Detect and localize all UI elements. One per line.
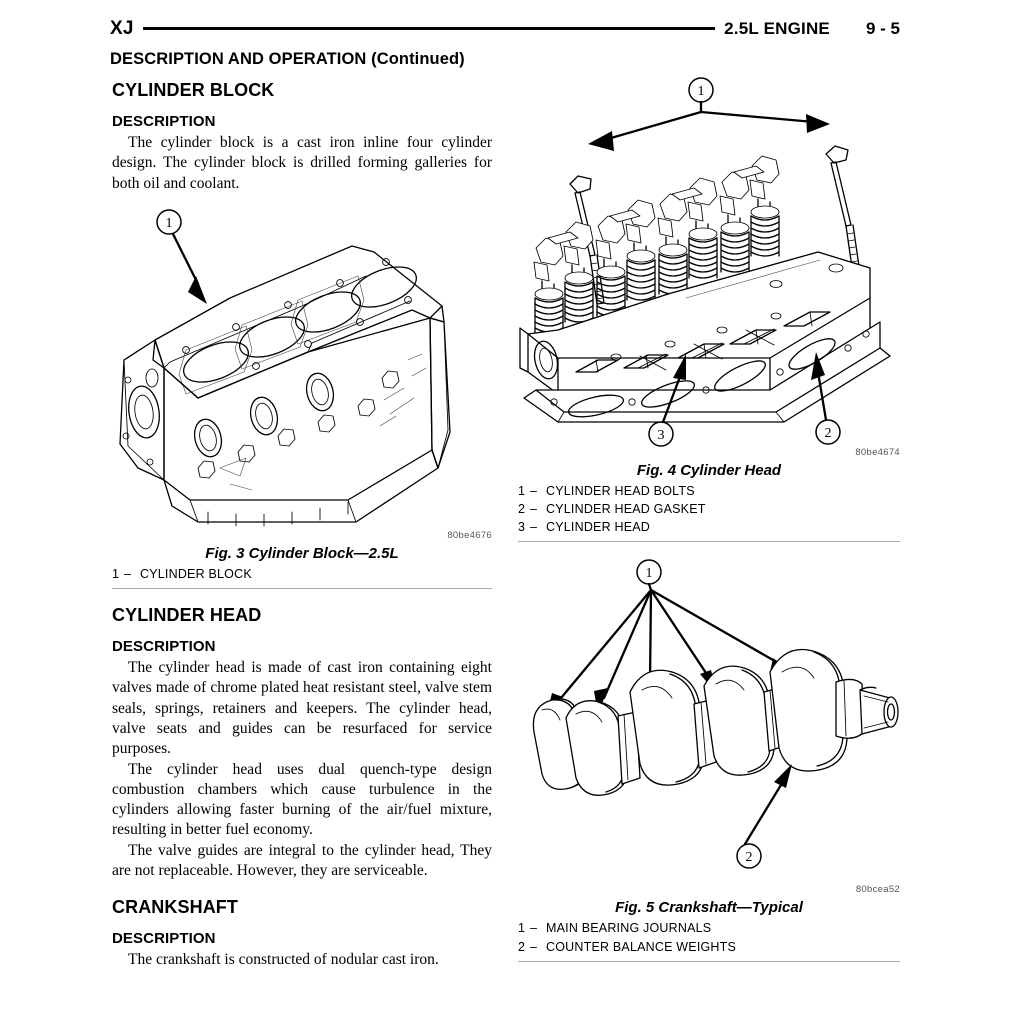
continued-heading: DESCRIPTION AND OPERATION (Continued): [110, 50, 465, 68]
legend-dash: –: [530, 520, 538, 535]
header-model: XJ: [110, 18, 134, 39]
figure-4-caption: Fig. 4 Cylinder Head: [636, 462, 782, 479]
legend-number: 3: [518, 520, 526, 535]
figure-cylinder-head: [518, 72, 900, 542]
page-number: 9 - 5: [865, 19, 900, 38]
running-head: [110, 16, 900, 42]
heading-cylinder-block: CYLINDER BLOCK: [112, 80, 275, 100]
legend-item: [112, 565, 492, 583]
subheading-cylinder-head-description: DESCRIPTION: [112, 638, 216, 656]
heading-crankshaft: CRANKSHAFT: [112, 897, 238, 918]
legend-label: CYLINDER HEAD: [546, 520, 651, 535]
legend-number: 1: [518, 921, 526, 936]
figure-5-divider: [518, 961, 900, 962]
legend-label: CYLINDER HEAD GASKET: [546, 502, 706, 517]
figure-3-divider: [112, 588, 492, 589]
figure-5-caption: Fig. 5 Crankshaft—Typical: [615, 899, 803, 917]
legend-label: COUNTER BALANCE WEIGHTS: [546, 939, 737, 954]
svg-text:1: 1: [645, 566, 653, 582]
svg-text:2: 2: [824, 426, 832, 441]
legend-number: 1: [112, 566, 120, 581]
legend-number: 2: [518, 939, 526, 954]
subheading-cylinder-block-description: DESCRIPTION: [112, 113, 216, 130]
legend-item: [518, 482, 900, 500]
legend-label: CYLINDER BLOCK: [140, 566, 252, 581]
legend-label: MAIN BEARING JOURNALS: [546, 921, 712, 936]
heading-cylinder-head: CYLINDER HEAD: [112, 605, 262, 626]
legend-number: 2: [518, 502, 526, 517]
figure-cylinder-block: [112, 200, 492, 589]
legend-item: [518, 938, 900, 956]
figure-5-drawing-number: 80bcea52: [855, 884, 900, 896]
legend-item: [518, 518, 900, 536]
figure-3-caption: Fig. 3 Cylinder Block—2.5L: [205, 544, 399, 562]
legend-number: 1: [518, 484, 526, 498]
subheading-crankshaft-description: DESCRIPTION: [112, 930, 216, 948]
paragraph-cylinder-head-3: The valve guides are integral to the cylinder head, They are not replaceable. However, they are serviceable.: [112, 841, 492, 879]
legend-item: [518, 500, 900, 518]
left-column: [112, 80, 492, 971]
header-rule: [143, 27, 716, 30]
paragraph-crankshaft-1: The crankshaft is constructed of nodular cast iron.: [128, 951, 439, 969]
figure-crankshaft: [518, 554, 900, 961]
svg-text:2: 2: [745, 850, 753, 866]
crankshaft-illustration: [518, 554, 900, 884]
legend-dash: –: [124, 566, 132, 581]
legend-dash: –: [530, 484, 538, 498]
paragraph-cylinder-head-2: The cylinder head uses dual quench-type design combustion chambers which cause turbulence in the cylinders allowing faster burning of the air/fuel mixture, resulting in better fuel economy.: [112, 760, 492, 839]
head-bolt-right: [826, 146, 860, 274]
figure-3-legend: [112, 565, 492, 583]
figure-5-legend: [518, 919, 900, 955]
svg-text:1: 1: [165, 215, 173, 231]
figure-4-drawing-number: 80be4674: [855, 447, 900, 458]
legend-dash: –: [530, 921, 538, 936]
legend-item: [518, 919, 900, 937]
svg-text:1: 1: [697, 84, 705, 99]
svg-text:3: 3: [657, 428, 665, 443]
legend-dash: –: [530, 502, 538, 517]
paragraph-cylinder-block-1: The cylinder block is a cast iron inline four cylinder design. The cylinder block is drilled forming galleries for both oil and coolant.: [112, 134, 492, 192]
figure-4-legend: [518, 482, 900, 536]
cylinder-head-illustration: [518, 72, 900, 447]
cylinder-block-illustration: [112, 200, 492, 530]
figure-3-drawing-number: 80be4676: [447, 529, 492, 541]
figure-4-divider: [518, 541, 900, 542]
header-section-title: 2.5L ENGINE: [724, 19, 830, 38]
paragraph-cylinder-head-1: The cylinder head is made of cast iron containing eight valves made of chrome plated heat resistant steel, valve stem seals, springs, retainers and keepers. The cylinder head, valve seats and guides can be resurfaced for service purposes.: [112, 659, 492, 758]
legend-dash: –: [530, 939, 538, 954]
right-column: [518, 72, 900, 962]
legend-label: CYLINDER HEAD BOLTS: [546, 484, 695, 498]
